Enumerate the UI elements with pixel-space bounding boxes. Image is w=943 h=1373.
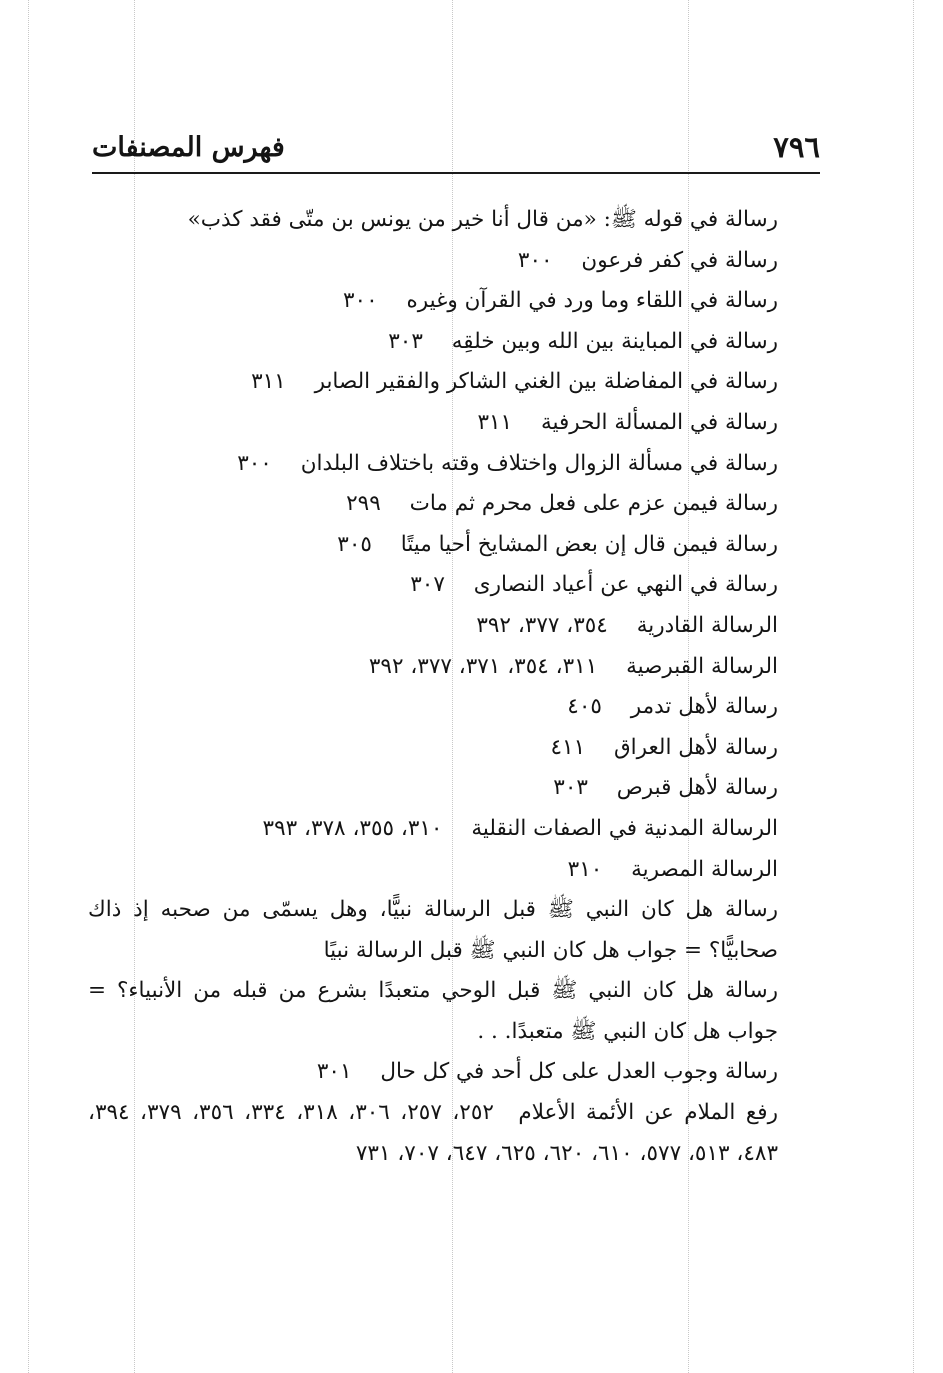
entry-title: رسالة في المفاضلة بين الغني الشاكر والفقير الصابر xyxy=(314,369,778,395)
entry-title: رسالة لأهل قبرص xyxy=(616,775,778,801)
entry-pages: ٤٠٥ xyxy=(567,694,602,720)
index-entry xyxy=(88,525,778,566)
entry-title: رسالة في مسألة الزوال واختلاف وقته باختلاف البلدان xyxy=(300,450,778,476)
entry-title: رسالة في المباينة بين الله وبين خلقِه xyxy=(451,328,778,354)
entry-title: رسالة في المسألة الحرفية xyxy=(540,409,778,435)
entry-title: رسالة في قوله ﷺ: «من قال أنا خير من يونس بن متّى فقد كذب» xyxy=(187,207,778,232)
entry-title: رفع الملام عن الأئمة الأعلام xyxy=(518,1100,778,1126)
index-entry xyxy=(88,1052,778,1093)
index-entry xyxy=(88,1093,778,1174)
entry-title: رسالة وجوب العدل على كل أحد في كل حال xyxy=(380,1059,778,1085)
page-number: ٧٩٦ xyxy=(773,130,820,164)
entry-title: رسالة في النهي عن أعياد النصارى xyxy=(473,572,778,598)
index-entry xyxy=(88,728,778,769)
entry-pages: ٣٠٣ xyxy=(553,775,588,801)
entry-title: الرسالة القبرصية xyxy=(626,653,778,679)
entry-pages: ٣٠٥ xyxy=(337,531,372,557)
page-header xyxy=(92,128,820,174)
index-entry xyxy=(88,565,778,606)
entry-title: رسالة هل كان النبي ﷺ قبل الرسالة نبيًّا، وهل يسمّى من صحبه إذ ذاك صحابيًّا؟ = جواب هل كان النبي ﷺ قبل الرسالة نبيًا xyxy=(88,897,778,963)
entry-title: الرسالة القادرية xyxy=(636,612,778,638)
page-title: فهرس المصنفات xyxy=(92,132,285,163)
entry-pages: ٣٠٠ xyxy=(237,450,272,476)
entry-pages: ٤١١ xyxy=(550,734,586,760)
index-entry xyxy=(88,444,778,485)
entry-title: رسالة فيمن قال إن بعض المشايخ أحيا ميتًا xyxy=(400,531,778,557)
entry-title: الرسالة المصرية xyxy=(631,856,778,882)
index-entry xyxy=(0,200,778,241)
entry-pages: ٣١٠، ٣٥٥، ٣٧٨، ٣٩٣ xyxy=(262,815,443,841)
index-entry xyxy=(88,606,778,647)
entry-title: رسالة في اللقاء وما ورد في القرآن وغيره xyxy=(406,288,778,314)
entry-title: رسالة لأهل العراق xyxy=(614,734,778,760)
index-entry xyxy=(88,362,778,403)
entry-pages: ٢٥٢، ٢٥٧، ٣٠٦، ٣١٨، ٣٣٤، ٣٥٦، ٣٧٩، ٣٩٤، ٤٨٣، ٥١٣، ٥٧٧، ٦١٠، ٦٢٠، ٦٢٥، ٦٤٧، ٧٠٧، ٧٣١ xyxy=(88,1100,778,1166)
entry-title: الرسالة المدنية في الصفات النقلية xyxy=(471,815,778,841)
entry-pages: ٣١١ xyxy=(477,409,513,435)
index-entry xyxy=(88,971,778,1052)
scan-guide-line xyxy=(913,0,914,1373)
entry-pages: ٣٠٠ xyxy=(517,247,553,273)
index-entry xyxy=(88,241,778,282)
index-entry xyxy=(88,281,778,322)
entry-title: رسالة لأهل تدمر xyxy=(630,694,778,720)
entry-title: رسالة فيمن عزم على فعل محرم ثم مات xyxy=(409,491,778,517)
index-entry xyxy=(88,484,778,525)
entry-pages: ٣١١ xyxy=(251,369,286,395)
entry-pages: ٢٩٩ xyxy=(346,491,381,517)
index-entry xyxy=(88,890,778,971)
index-entry xyxy=(88,647,778,688)
entry-pages: ٣٠٣ xyxy=(388,328,423,354)
entry-pages: ٣٠٧ xyxy=(410,572,445,598)
index-entry xyxy=(88,403,778,444)
index-entry xyxy=(88,322,778,363)
entry-pages: ٣٠١ xyxy=(316,1059,352,1085)
index-entry xyxy=(88,809,778,850)
entry-pages: ٣٠٠ xyxy=(343,288,378,314)
index-entry-list xyxy=(88,200,778,1174)
index-entry xyxy=(88,687,778,728)
entry-pages: ٣١٠ xyxy=(567,856,603,882)
entry-pages: ٣٥٤، ٣٧٧، ٣٩٢ xyxy=(476,612,608,638)
entry-pages: ٣١١، ٣٥٤، ٣٧١، ٣٧٧، ٣٩٢ xyxy=(368,653,598,679)
index-entry xyxy=(88,768,778,809)
entry-title: رسالة في كفر فرعون xyxy=(581,247,778,273)
entry-title: رسالة هل كان النبي ﷺ قبل الوحي متعبدًا بشرع من قبله من الأنبياء؟ = جواب هل كان النبي ﷺ متعبدًا. . . xyxy=(88,978,778,1044)
index-entry xyxy=(88,850,778,891)
